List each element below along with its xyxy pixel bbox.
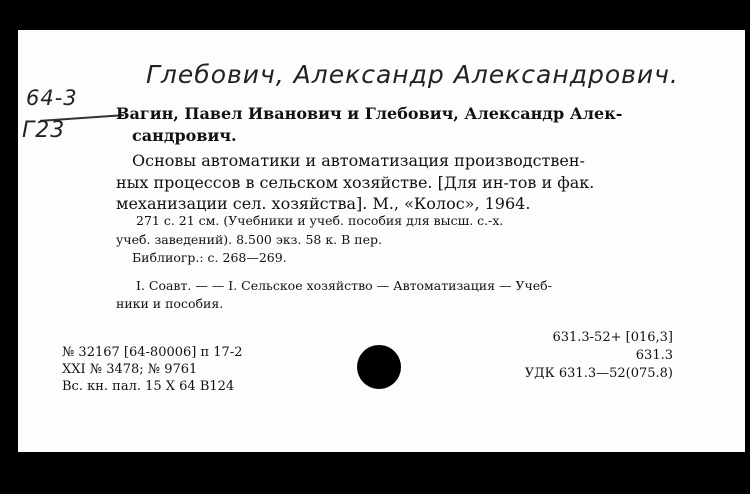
shelf-mark-bottom: Г23	[22, 118, 66, 143]
author-heading-line-1: Вагин, Павел Иванович и Глебович, Александр Алек-	[116, 104, 623, 123]
shelf-mark-top: 64-3	[26, 86, 78, 110]
physical-line-1: 271 с. 21 см. (Учебники и учеб. пособия для высш. с.-х.	[136, 213, 504, 228]
footer-left-line-1: № 32167 [64-80006] п 17-2	[62, 345, 243, 360]
author-heading-line-2: сандрович.	[132, 126, 237, 145]
footer-right-line-3: УДК 631.3—52(075.8)	[524, 366, 673, 381]
footer-right-line-1: 631.3-52+ [016,3]	[552, 330, 673, 345]
tracing-line-2: ники и пособия.	[116, 296, 224, 311]
physical-line-3: Библиогр.: с. 268—269.	[132, 250, 287, 265]
tracing-line-1: I. Соавт. — — I. Сельское хозяйство — Автоматизация — Учеб-	[136, 278, 552, 293]
title-line-3: механизации сел. хозяйства]. М., «Колос», 1964.	[116, 194, 531, 213]
footer-left-line-3: Вс. кн. пал. 15 Х 64 В124	[62, 379, 235, 394]
physical-line-2: учеб. заведений). 8.500 экз. 58 к. В пер.	[116, 232, 382, 247]
title-line-2: ных процессов в сельском хозяйстве. [Для ин-тов и фак.	[116, 173, 595, 192]
punch-hole	[357, 345, 401, 389]
footer-left-line-2: XXI № 3478; № 9761	[62, 362, 198, 377]
handwritten-name: Глебович, Александр Александрович.	[146, 60, 679, 89]
footer-right-line-2: 631.3	[635, 348, 673, 363]
title-line-1: Основы автоматики и автоматизация производствен-	[132, 151, 585, 170]
